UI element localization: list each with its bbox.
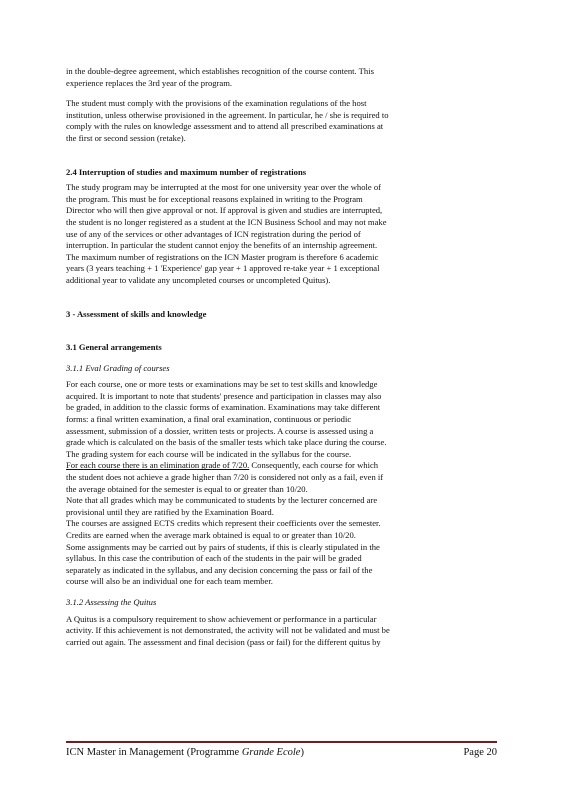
text-line: years (3 years teaching + 1 'Experience' gap year + 1 approved re-take year + 1 exceptional (66, 263, 380, 274)
section-heading-3: 3 - Assessment of skills and knowledge (66, 308, 207, 319)
text-line: grade which is calculated on the basis of the smaller tests which take place during the course. (66, 437, 387, 448)
text-line: additional year to validate any uncompleted courses or uncompleted Quitus). (66, 274, 331, 285)
page-number: Page 20 (463, 747, 497, 758)
text-line: forms: a final written examination, a final oral examination, continuous or periodic (66, 414, 352, 425)
paragraph-grading (66, 379, 493, 588)
text-line: be graded, in addition to the classic forms of examination. Examinations may take different (66, 402, 381, 413)
text-line: The courses are assigned ECTS credits which represent their coefficients over the semester. (66, 518, 381, 529)
text-line: The grading system for each course will be indicated in the syllabus for the course. (66, 448, 352, 459)
footer-title-italic: Grande Ecole (241, 747, 301, 758)
text-line: syllabus. In this case the contribution of each of the students in the pair will be graded (66, 553, 362, 564)
text-line: The study program may be interrupted at the most for one university year over the whole of (66, 182, 382, 193)
text-line: provisional until they are ratified by the Examination Board. (66, 506, 274, 517)
subsection-heading-3-1-2: 3.1.2 Assessing the Quitus (66, 596, 157, 607)
section-heading-2-4: 2.4 Interruption of studies and maximum number of registrations (66, 166, 307, 177)
paragraph-double-degree (66, 66, 493, 89)
text-line: in the double-degree agreement, which establishes recognition of the course content. This (66, 66, 374, 76)
text-line: assessment, submission of a dossier, written tests or projects. A course is assessed using a (66, 425, 374, 436)
text-line: use of any of the services or other advantages of ICN registration during the period of (66, 228, 361, 239)
text-line: separately as indicated in the syllabus, and any decision concerning the pass or fail of the (66, 564, 373, 575)
footer-title-suffix: ) (300, 747, 304, 758)
text-line: The maximum number of registrations on the ICN Master program is therefore 6 academic (66, 251, 379, 262)
text-line: experience replaces the 3rd year of the program. (66, 77, 233, 88)
text-line: Director who will then give approval or not. If approval is given and studies are interrupted, (66, 205, 383, 216)
subsection-heading-3-1-1: 3.1.1 Eval Grading of courses (66, 362, 170, 373)
paragraph-interruption (66, 182, 493, 286)
text-line: the first or second session (retake). (66, 132, 186, 143)
text-line: course will also be an individual one for each team member. (66, 576, 273, 587)
text-line: activity. If this achievement is not demonstrated, the activity will not be validated and must be (66, 625, 390, 636)
text-line: acquired. It is important to note that students' presence and participation in classes may also (66, 390, 382, 401)
footer-title-prefix: ICN Master in Management (Programme (66, 747, 242, 758)
text-line: A Quitus is a compulsory requirement to show achievement or performance in a particular (66, 613, 377, 624)
text-line: The student must comply with the provisions of the examination regulations of the host (66, 98, 367, 109)
text-line: the student does not achieve a grade higher than 7/20 is considered not only as a fail, even if (66, 472, 384, 483)
footer-title (66, 746, 304, 759)
text-line: the program. This must be for exceptional reasons explained in writing to the Program (66, 193, 363, 204)
section-heading-3-1: 3.1 General arrangements (66, 342, 162, 353)
paragraph-quitus (66, 614, 493, 649)
text-line: institution, unless otherwise provisioned in the agreement. In particular, he / she is required to (66, 109, 389, 120)
text-line: Note that all grades which may be communicated to students by the lecturer concerned are (66, 495, 378, 506)
text-line: Some assignments may be carried out by pairs of students, if this is clearly stipulated in the (66, 541, 380, 552)
page-footer (66, 741, 497, 759)
text-line: carried out again. The assessment and final decision (pass or fail) for the different quitus by (66, 636, 381, 647)
text-line (66, 460, 493, 472)
text-line: interruption. In particular the student cannot enjoy the benefits of an internship agreement. (66, 240, 378, 251)
paragraph-host-institution (66, 98, 493, 144)
text-line: For each course, one or more tests or examinations may be set to test skills and knowledge (66, 379, 378, 390)
document-page (66, 66, 493, 648)
text-line: the average obtained for the semester is equal to or greater than 10/20. (66, 483, 308, 494)
text-fragment: Consequently, each course for which (249, 460, 379, 471)
text-line: the student is no longer registered as a student at the ICN Business School and may not make (66, 216, 387, 227)
text-line: Credits are earned when the average mark obtained is equal to or greater than 10/20. (66, 530, 356, 540)
elimination-grade-text: For each course there is an elimination grade of 7/20. (66, 460, 250, 471)
text-line: comply with the rules on knowledge assessment and to attend all prescribed examinations at (66, 121, 384, 132)
